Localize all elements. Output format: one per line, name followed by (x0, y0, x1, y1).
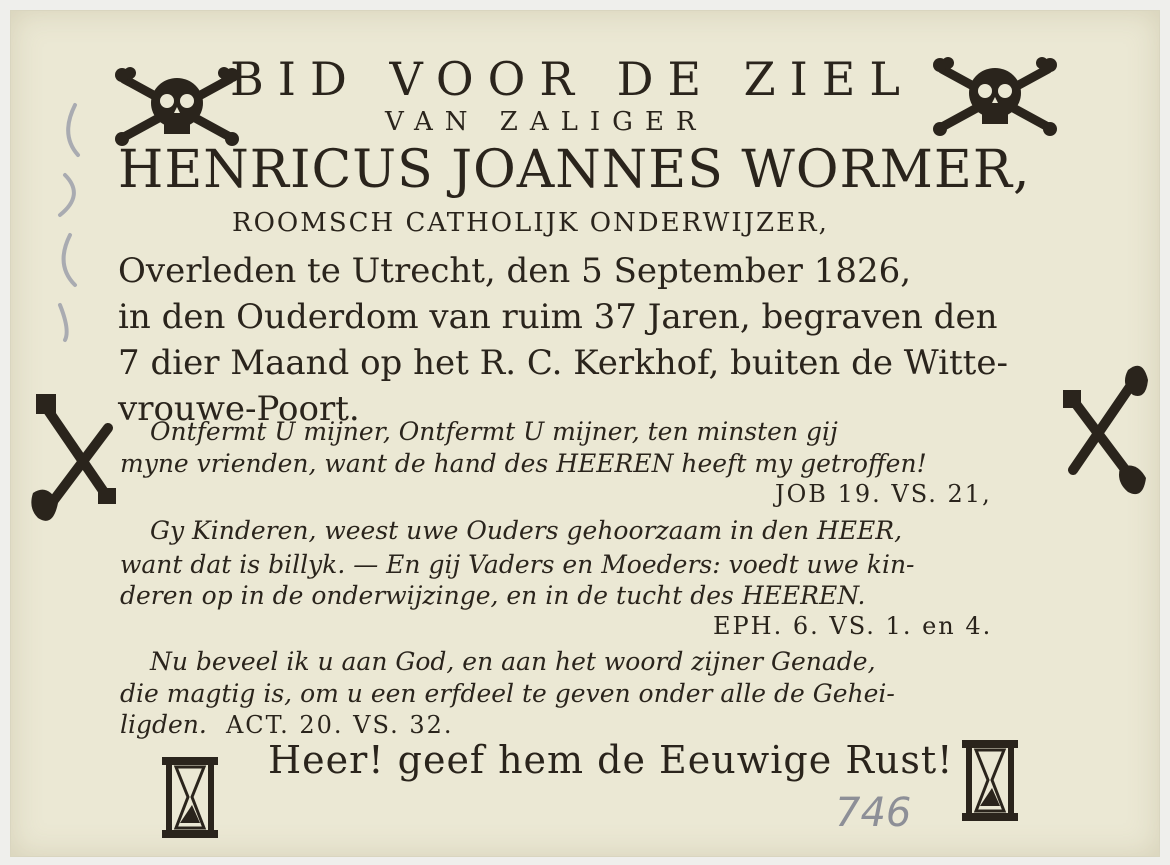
hourglass-icon (160, 755, 220, 840)
obituary-line: 7 dier Maand op het R. C. Kerkhof, buiten de Witte- (118, 343, 1008, 383)
pencil-annotation: 746 (835, 790, 912, 836)
obituary-text (118, 248, 1048, 432)
skull-crossbones-icon (112, 65, 242, 150)
deceased-name: HENRICUS JOANNES WORMER, (118, 140, 1031, 200)
quote-line: Ontfermt U mijner, Ontfermt U mijner, ten minsten gij (150, 417, 838, 446)
obituary-line: Overleden te Utrecht, den 5 September 1826, (118, 251, 912, 291)
skull-crossbones-icon (930, 55, 1060, 140)
deceased-role: ROOMSCH CATHOLIJK ONDERWIJZER, (232, 208, 829, 238)
quote-line: die magtig is, om u een erfdeel te geven onder alle de Gehei- (120, 679, 895, 708)
scripture-reference: JOB 19. VS. 21, (775, 480, 992, 508)
scripture-reference: ACT. 20. VS. 32. (225, 711, 454, 739)
quote-line: deren op in de onderwijzinge, en in de tucht des HEEREN. (120, 581, 866, 610)
heading-subtitle: VAN ZALIGER (385, 107, 708, 137)
obituary-line: in den Ouderdom van ruim 37 Jaren, begraven den (118, 297, 998, 337)
scripture-reference: EPH. 6. VS. 1. en 4. (713, 612, 993, 640)
closing-prayer: Heer! geef hem de Eeuwige Rust! (268, 738, 954, 782)
quote-line: want dat is billyk. — En gij Vaders en Moeders: voedt uwe kin- (120, 550, 915, 579)
obituary-line: vrouwe-Poort. (118, 389, 360, 429)
hourglass-icon (960, 738, 1020, 823)
quote-line: Gy Kinderen, weest uwe Ouders gehoorzaam in den HEER, (150, 516, 903, 545)
quote-text: ligden. (120, 710, 207, 739)
quote-line-with-reference (120, 709, 454, 740)
pencil-scribble (30, 95, 100, 345)
quote-line: Nu beveel ik u aan God, en aan het woord zijner Genade, (150, 647, 876, 676)
inverted-torch-icon (28, 388, 123, 528)
inverted-torch-icon (1058, 360, 1153, 500)
quote-line: myne vrienden, want de hand des HEEREN heeft my getroffen! (120, 449, 927, 478)
heading-title: BID VOOR DE ZIEL (230, 52, 914, 106)
